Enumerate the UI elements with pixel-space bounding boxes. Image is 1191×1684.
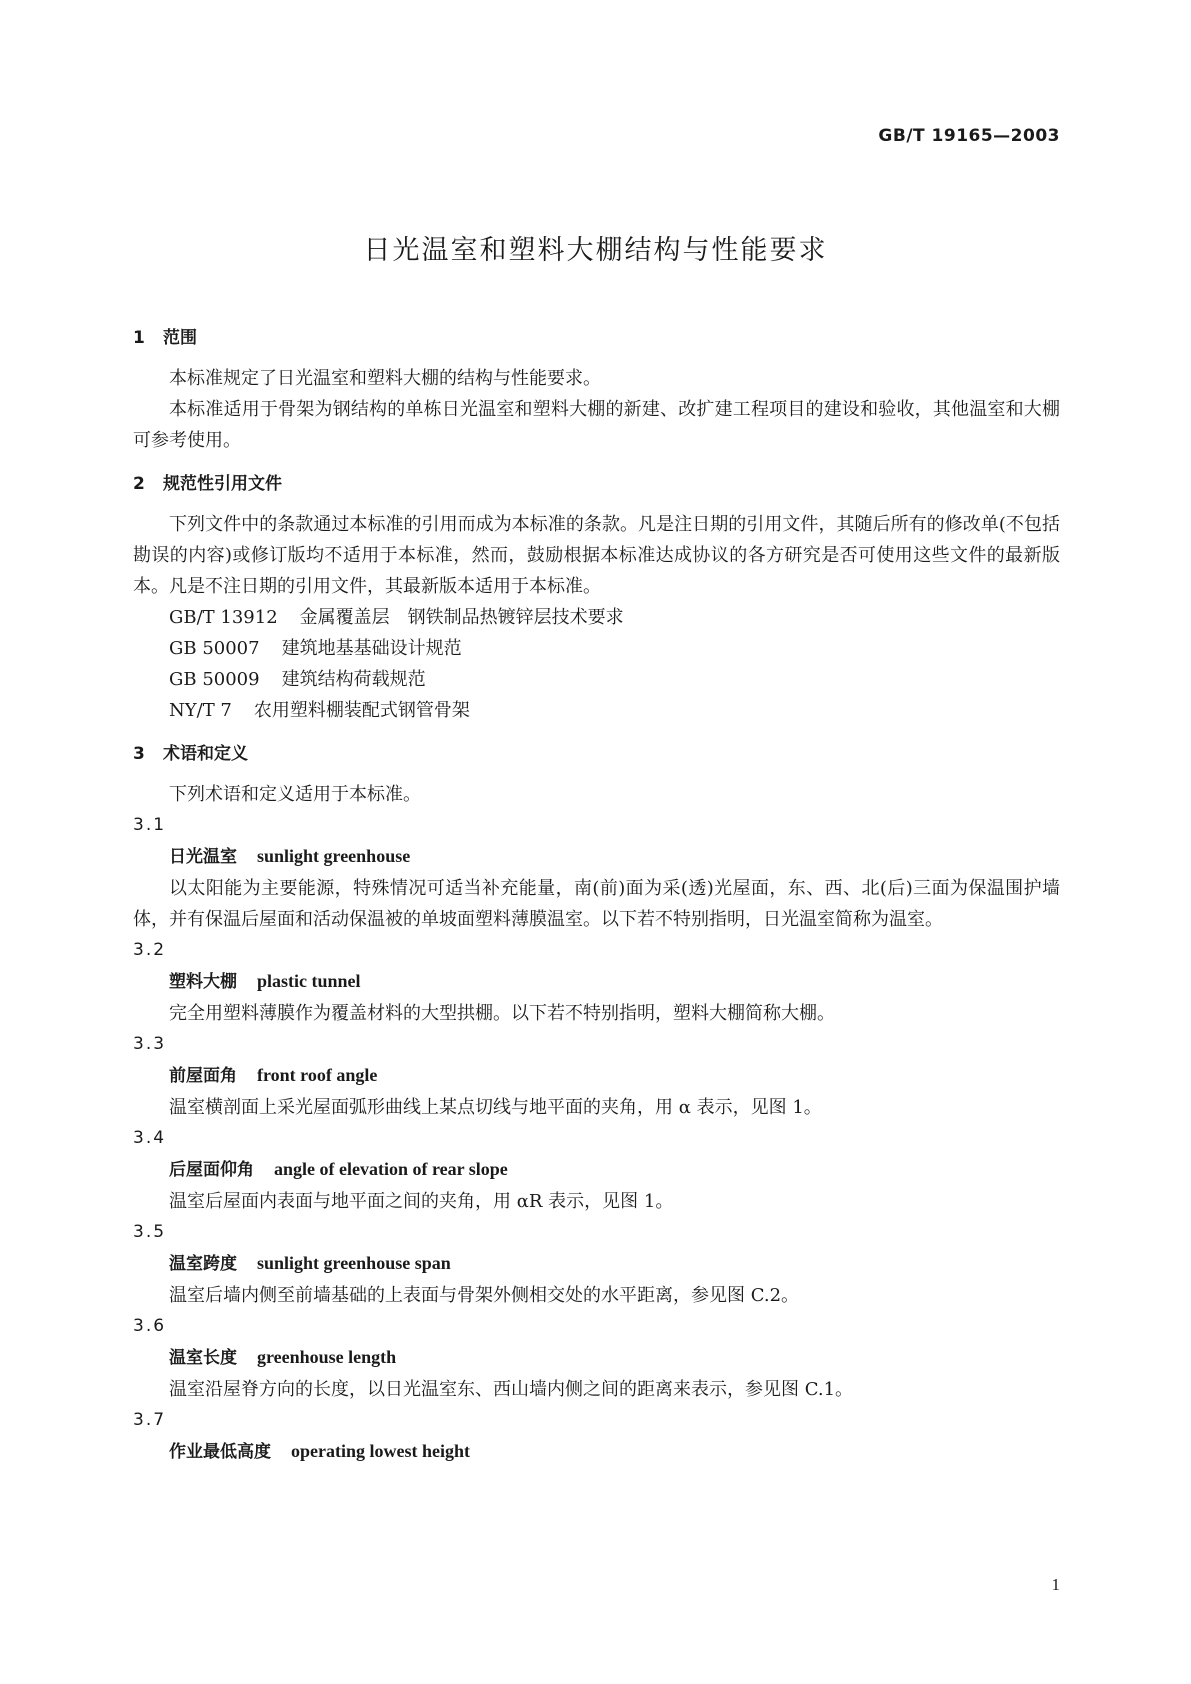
section-heading-terms <box>133 738 1060 771</box>
reference-code: GB/T 13912 <box>169 607 278 628</box>
page-title: 日光温室和塑料大棚结构与性能要求 <box>363 235 828 266</box>
paragraph: 下列术语和定义适用于本标准。 <box>169 784 421 805</box>
term-definition: 完全用塑料薄膜作为覆盖材料的大型拱棚。以下若不特别指明，塑料大棚简称大棚。 <box>169 1003 835 1024</box>
term-name <box>133 966 1060 998</box>
term-en: sunlight greenhouse span <box>257 1253 451 1273</box>
term-name <box>133 841 1060 873</box>
term-zh: 塑料大棚 <box>169 972 237 992</box>
section-title: 规范性引用文件 <box>163 474 282 494</box>
term-name <box>133 1060 1060 1092</box>
term-en: operating lowest height <box>291 1441 470 1461</box>
term-zh: 温室长度 <box>169 1348 237 1368</box>
reference-title: 农用塑料棚装配式钢管骨架 <box>253 700 470 721</box>
term-number: 3.3 <box>133 1034 167 1054</box>
term-zh: 作业最低高度 <box>169 1442 271 1462</box>
section-heading-normative-references <box>133 468 1060 501</box>
term-name <box>133 1154 1060 1186</box>
reference-item <box>133 695 1060 726</box>
document-body <box>133 322 1060 1468</box>
section-number: 2 <box>133 474 145 494</box>
reference-code: NY/T 7 <box>169 700 232 721</box>
section-title: 术语和定义 <box>163 744 248 764</box>
reference-title: 金属覆盖层 钢铁制品热镀锌层技术要求 <box>299 607 624 628</box>
term-definition: 温室沿屋脊方向的长度，以日光温室东、西山墙内侧之间的距离来表示，参见图 C.1。 <box>169 1379 854 1400</box>
term-number: 3.2 <box>133 940 167 960</box>
paragraph: 下列文件中的条款通过本标准的引用而成为本标准的条款。凡是注日期的引用文件，其随后所有的修改单(不包括勘误的内容)或修订版均不适用于本标准，然而，鼓励根据本标准达成协议的各方研究是否可使用这些文件的最新版本。凡是不注日期的引用文件，其最新版本适用于本标准。 <box>133 514 1060 597</box>
term-number: 3.7 <box>133 1410 167 1430</box>
section-title: 范围 <box>163 328 197 348</box>
term-en: sunlight greenhouse <box>257 846 411 866</box>
reference-code: GB 50009 <box>169 669 260 690</box>
term-zh: 温室跨度 <box>169 1254 237 1274</box>
term-en: front roof angle <box>257 1065 378 1085</box>
section-heading-scope <box>133 322 1060 355</box>
term-definition: 温室横剖面上采光屋面弧形曲线上某点切线与地平面的夹角，用 α 表示，见图 1。 <box>169 1097 822 1118</box>
reference-title: 建筑结构荷载规范 <box>281 669 426 690</box>
term-name <box>133 1342 1060 1374</box>
term-number: 3.5 <box>133 1222 167 1242</box>
term-name <box>133 1436 1060 1468</box>
reference-item <box>133 664 1060 695</box>
section-number: 3 <box>133 744 145 764</box>
term-zh: 前屋面角 <box>169 1066 237 1086</box>
term-name <box>133 1248 1060 1280</box>
term-number: 3.4 <box>133 1128 167 1148</box>
paragraph: 本标准规定了日光温室和塑料大棚的结构与性能要求。 <box>169 368 601 389</box>
page-number: 1 <box>1051 1575 1060 1594</box>
term-number: 3.1 <box>133 815 167 835</box>
term-en: greenhouse length <box>257 1347 397 1367</box>
reference-item <box>133 602 1060 633</box>
reference-title: 建筑地基基础设计规范 <box>281 638 462 659</box>
term-en: angle of elevation of rear slope <box>274 1159 508 1179</box>
section-number: 1 <box>133 328 145 348</box>
term-definition: 以太阳能为主要能源，特殊情况可适当补充能量，南(前)面为采(透)光屋面，东、西、北(后)三面为保温围护墙体，并有保温后屋面和活动保温被的单坡面塑料薄膜温室。以下若不特别指明，日光温室简称为温室。 <box>133 878 1060 930</box>
term-zh: 后屋面仰角 <box>169 1160 254 1180</box>
reference-code: GB 50007 <box>169 638 260 659</box>
standard-code: GB/T 19165—2003 <box>878 126 1060 146</box>
term-number: 3.6 <box>133 1316 167 1336</box>
term-en: plastic tunnel <box>257 971 361 991</box>
term-zh: 日光温室 <box>169 847 237 867</box>
term-definition: 温室后屋面内表面与地平面之间的夹角，用 αR 表示，见图 1。 <box>169 1191 674 1212</box>
term-definition: 温室后墙内侧至前墙基础的上表面与骨架外侧相交处的水平距离，参见图 C.2。 <box>169 1285 800 1306</box>
reference-item <box>133 633 1060 664</box>
paragraph: 本标准适用于骨架为钢结构的单栋日光温室和塑料大棚的新建、改扩建工程项目的建设和验收，其他温室和大棚可参考使用。 <box>133 399 1060 451</box>
